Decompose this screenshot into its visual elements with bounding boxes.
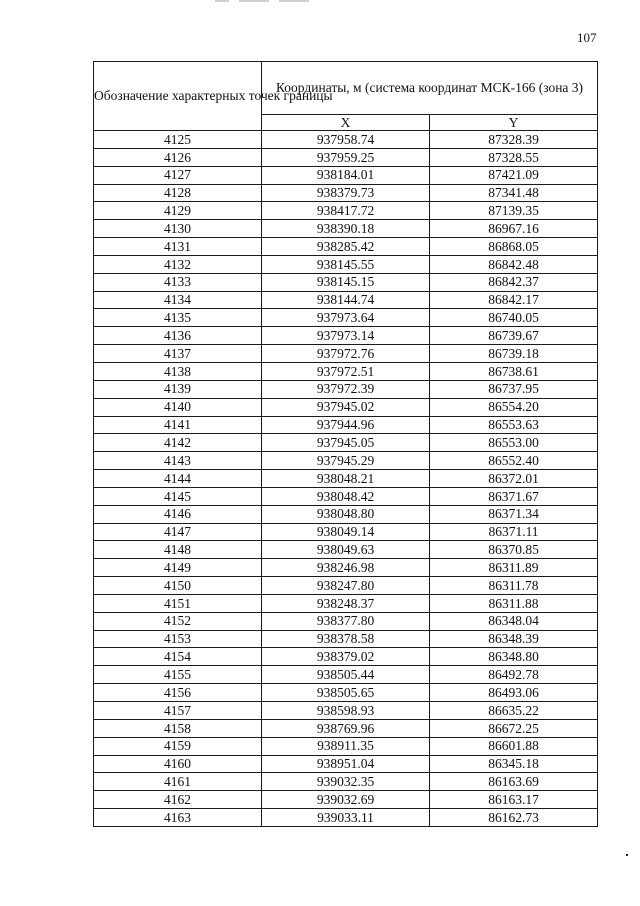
x-cell: 937945.29 [262,452,430,470]
x-cell: 939032.69 [262,791,430,809]
table-row [94,559,598,577]
table-row [94,345,598,363]
header-coordinates: Координаты, м (система координат МСК-166 (зона 3) [262,62,598,115]
point-cell: 4129 [94,202,262,220]
table-row [94,309,598,327]
point-cell: 4125 [94,131,262,149]
table-row [94,131,598,149]
point-cell: 4132 [94,255,262,273]
point-cell: 4142 [94,434,262,452]
point-cell: 4161 [94,773,262,791]
x-cell: 938377.80 [262,612,430,630]
header-point-label: Обозначение характерных точек границы [94,62,262,131]
x-cell: 937972.39 [262,380,430,398]
x-cell: 939032.35 [262,773,430,791]
table-row [94,630,598,648]
point-cell: 4135 [94,309,262,327]
point-cell: 4143 [94,452,262,470]
y-cell: 86635.22 [430,702,598,720]
y-cell: 87341.48 [430,184,598,202]
table-row [94,255,598,273]
table-row [94,648,598,666]
x-cell: 938145.15 [262,273,430,291]
point-cell: 4141 [94,416,262,434]
y-cell: 86311.88 [430,594,598,612]
x-cell: 938247.80 [262,577,430,595]
x-cell: 938911.35 [262,737,430,755]
table-row [94,273,598,291]
y-cell: 86842.37 [430,273,598,291]
y-cell: 86311.78 [430,577,598,595]
x-cell: 938285.42 [262,238,430,256]
point-cell: 4158 [94,719,262,737]
x-cell: 938048.80 [262,505,430,523]
table-row [94,577,598,595]
y-cell: 87139.35 [430,202,598,220]
table-row [94,719,598,737]
table-row [94,416,598,434]
x-cell: 937945.02 [262,398,430,416]
y-cell: 86601.88 [430,737,598,755]
table-row [94,452,598,470]
y-cell: 86739.18 [430,345,598,363]
x-cell: 938390.18 [262,220,430,238]
y-cell: 86162.73 [430,809,598,827]
point-cell: 4148 [94,541,262,559]
y-cell: 86493.06 [430,684,598,702]
x-cell: 938184.01 [262,166,430,184]
table-row [94,398,598,416]
x-cell: 938505.65 [262,684,430,702]
table-row [94,612,598,630]
x-cell: 937958.74 [262,131,430,149]
point-cell: 4157 [94,702,262,720]
point-cell: 4149 [94,559,262,577]
x-cell: 938048.42 [262,487,430,505]
y-cell: 86739.67 [430,327,598,345]
y-cell: 86967.16 [430,220,598,238]
y-cell: 86737.95 [430,380,598,398]
table-row [94,166,598,184]
point-cell: 4153 [94,630,262,648]
x-cell: 938951.04 [262,755,430,773]
point-cell: 4145 [94,487,262,505]
table-row [94,523,598,541]
point-cell: 4151 [94,594,262,612]
table-row [94,487,598,505]
y-cell: 86672.25 [430,719,598,737]
y-cell: 86553.00 [430,434,598,452]
y-cell: 87328.39 [430,131,598,149]
table-body [94,131,598,827]
point-cell: 4159 [94,737,262,755]
point-cell: 4138 [94,362,262,380]
table-row [94,505,598,523]
table-row [94,362,598,380]
y-cell: 86372.01 [430,470,598,488]
table-row [94,202,598,220]
coordinates-table [93,61,598,827]
x-cell: 938505.44 [262,666,430,684]
y-cell: 86371.34 [430,505,598,523]
table-row [94,291,598,309]
y-cell: 86738.61 [430,362,598,380]
y-cell: 86348.04 [430,612,598,630]
table-row [94,755,598,773]
table-row [94,773,598,791]
point-cell: 4150 [94,577,262,595]
point-cell: 4136 [94,327,262,345]
x-cell: 938048.21 [262,470,430,488]
table-row [94,470,598,488]
point-cell: 4147 [94,523,262,541]
point-cell: 4134 [94,291,262,309]
x-cell: 938144.74 [262,291,430,309]
y-cell: 86371.11 [430,523,598,541]
y-cell: 86740.05 [430,309,598,327]
y-cell: 87328.55 [430,148,598,166]
table-row [94,702,598,720]
table-row [94,541,598,559]
x-cell: 938248.37 [262,594,430,612]
table-row [94,666,598,684]
scan-artifact [215,0,309,2]
table-row [94,684,598,702]
y-cell: 86868.05 [430,238,598,256]
point-cell: 4130 [94,220,262,238]
y-cell: 86492.78 [430,666,598,684]
table-row [94,327,598,345]
y-cell: 86311.89 [430,559,598,577]
x-cell: 938598.93 [262,702,430,720]
x-cell: 937944.96 [262,416,430,434]
x-cell: 938145.55 [262,255,430,273]
point-cell: 4152 [94,612,262,630]
x-cell: 938417.72 [262,202,430,220]
table-row [94,791,598,809]
x-cell: 939033.11 [262,809,430,827]
x-cell: 938378.58 [262,630,430,648]
point-cell: 4160 [94,755,262,773]
table-row [94,809,598,827]
x-cell: 937972.51 [262,362,430,380]
x-cell: 937973.14 [262,327,430,345]
point-cell: 4146 [94,505,262,523]
point-cell: 4154 [94,648,262,666]
point-cell: 4162 [94,791,262,809]
table-row [94,380,598,398]
y-cell: 86554.20 [430,398,598,416]
point-cell: 4144 [94,470,262,488]
y-cell: 86842.17 [430,291,598,309]
x-cell: 937959.25 [262,148,430,166]
point-cell: 4139 [94,380,262,398]
header-y: Y [430,115,598,131]
table-row [94,737,598,755]
point-cell: 4128 [94,184,262,202]
y-cell: 86163.69 [430,773,598,791]
y-cell: 86371.67 [430,487,598,505]
y-cell: 86348.80 [430,648,598,666]
point-cell: 4156 [94,684,262,702]
table-row [94,148,598,166]
y-cell: 86842.48 [430,255,598,273]
x-cell: 938379.73 [262,184,430,202]
point-cell: 4140 [94,398,262,416]
y-cell: 86553.63 [430,416,598,434]
point-cell: 4133 [94,273,262,291]
table-row [94,220,598,238]
page-number: 107 [577,30,597,45]
table-row [94,434,598,452]
scan-dot [626,854,628,856]
y-cell: 86163.17 [430,791,598,809]
x-cell: 938049.14 [262,523,430,541]
table-row [94,594,598,612]
table-row [94,184,598,202]
x-cell: 937945.05 [262,434,430,452]
point-cell: 4163 [94,809,262,827]
y-cell: 86345.18 [430,755,598,773]
table-row [94,238,598,256]
x-cell: 937973.64 [262,309,430,327]
x-cell: 938049.63 [262,541,430,559]
y-cell: 86348.39 [430,630,598,648]
point-cell: 4155 [94,666,262,684]
y-cell: 86552.40 [430,452,598,470]
x-cell: 937972.76 [262,345,430,363]
point-cell: 4137 [94,345,262,363]
point-cell: 4126 [94,148,262,166]
y-cell: 87421.09 [430,166,598,184]
x-cell: 938769.96 [262,719,430,737]
y-cell: 86370.85 [430,541,598,559]
point-cell: 4127 [94,166,262,184]
header-x: X [262,115,430,131]
point-cell: 4131 [94,238,262,256]
x-cell: 938379.02 [262,648,430,666]
x-cell: 938246.98 [262,559,430,577]
